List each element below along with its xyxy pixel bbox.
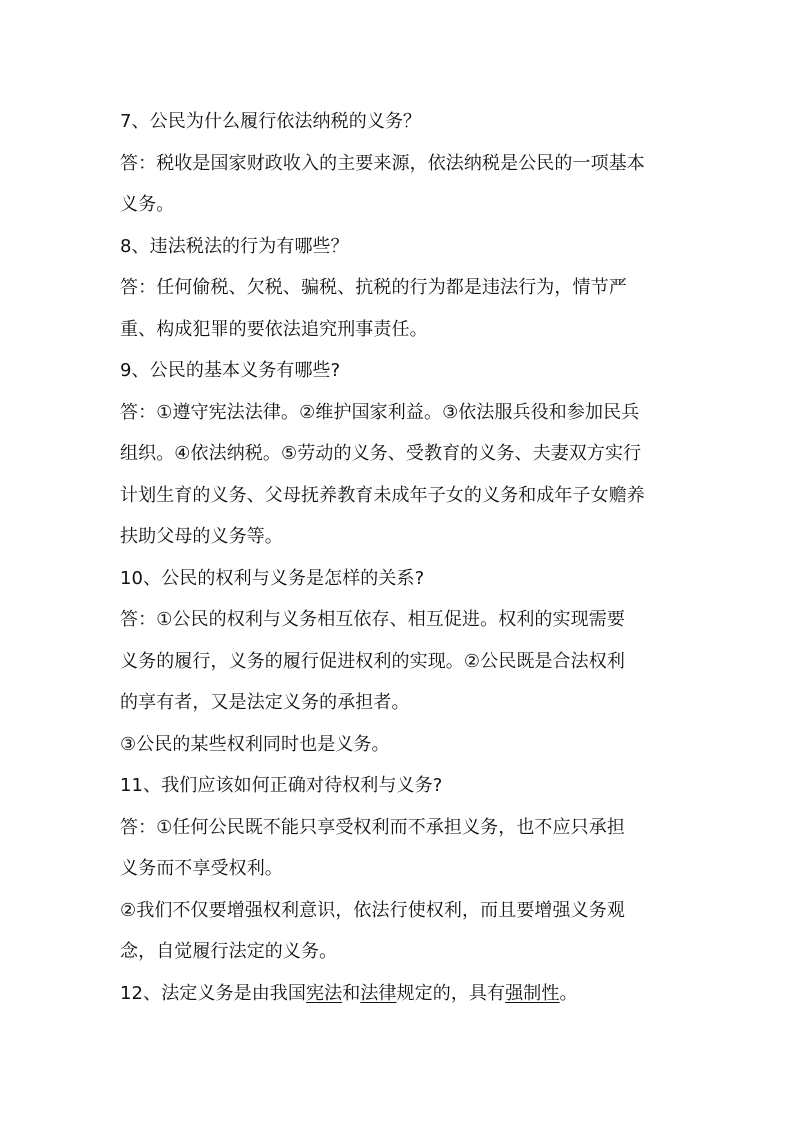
statement-12 [120, 973, 680, 1015]
answer-10-line-3: 的享有者，又是法定义务的承担者。 [120, 692, 410, 713]
underlined-term-law: 法律 [360, 982, 397, 1004]
question-9: 9、公民的基本义务有哪些? [120, 360, 341, 381]
answer-10-line-4: ③公民的某些权利同时也是义务。 [120, 733, 390, 755]
answer-9-line-1: 答：①遵守宪法法律。②维护国家利益。③依法服兵役和参加民兵 [120, 401, 640, 423]
underlined-term-mandatory: 强制性 [505, 982, 560, 1004]
answer-11-line-1: 答：①任何公民既不能只享受权利而不承担义务，也不应只承担 [120, 816, 625, 838]
answer-7-line-1: 答：税收是国家财政收入的主要来源，依法纳税是公民的一项基本 [120, 152, 645, 174]
answer-8-line-1: 答：任何偷税、欠税、骗税、抗税的行为都是违法行为，情节严 [120, 277, 627, 298]
statement-12-conjunction: 和 [342, 982, 361, 1004]
document-body [120, 101, 680, 1014]
answer-7-line-2: 义务。 [120, 194, 175, 215]
answer-9-line-2: 组织。④依法纳税。⑤劳动的义务、受教育的义务、夫妻双方实行 [120, 443, 642, 464]
statement-12-period: 。 [559, 982, 578, 1004]
answer-10-line-2: 义务的履行，义务的履行促进权利的实现。②公民既是合法权利 [120, 650, 625, 672]
question-10: 10、公民的权利与义务是怎样的关系? [120, 567, 425, 589]
answer-11-line-3: ②我们不仅要增强权利意识，依法行使权利，而且要增强义务观 [120, 899, 625, 921]
question-8: 8、违法税法的行为有哪些？ [120, 235, 349, 257]
answer-9-line-4: 扶助父母的义务等。 [120, 526, 283, 547]
statement-12-prefix: 12、法定义务是由我国 [120, 982, 307, 1004]
statement-12-middle: 规定的，具有 [396, 982, 506, 1004]
answer-9-line-3: 计划生育的义务、父母抚养教育未成年子女的义务和成年子女赡养 [120, 484, 645, 506]
answer-10-line-1: 答：①公民的权利与义务相互依存、相互促进。权利的实现需要 [120, 609, 625, 630]
underlined-term-constitution: 宪法 [306, 982, 343, 1004]
answer-8-line-2: 重、构成犯罪的要依法追究刑事责任。 [120, 318, 428, 340]
answer-11-line-2: 义务而不享受权利。 [120, 858, 283, 879]
question-11: 11、我们应该如何正确对待权利与义务? [120, 775, 443, 796]
answer-11-line-4: 念，自觉履行法定的义务。 [120, 941, 338, 962]
question-7: 7、公民为什么履行依法纳税的义务？ [120, 111, 422, 132]
